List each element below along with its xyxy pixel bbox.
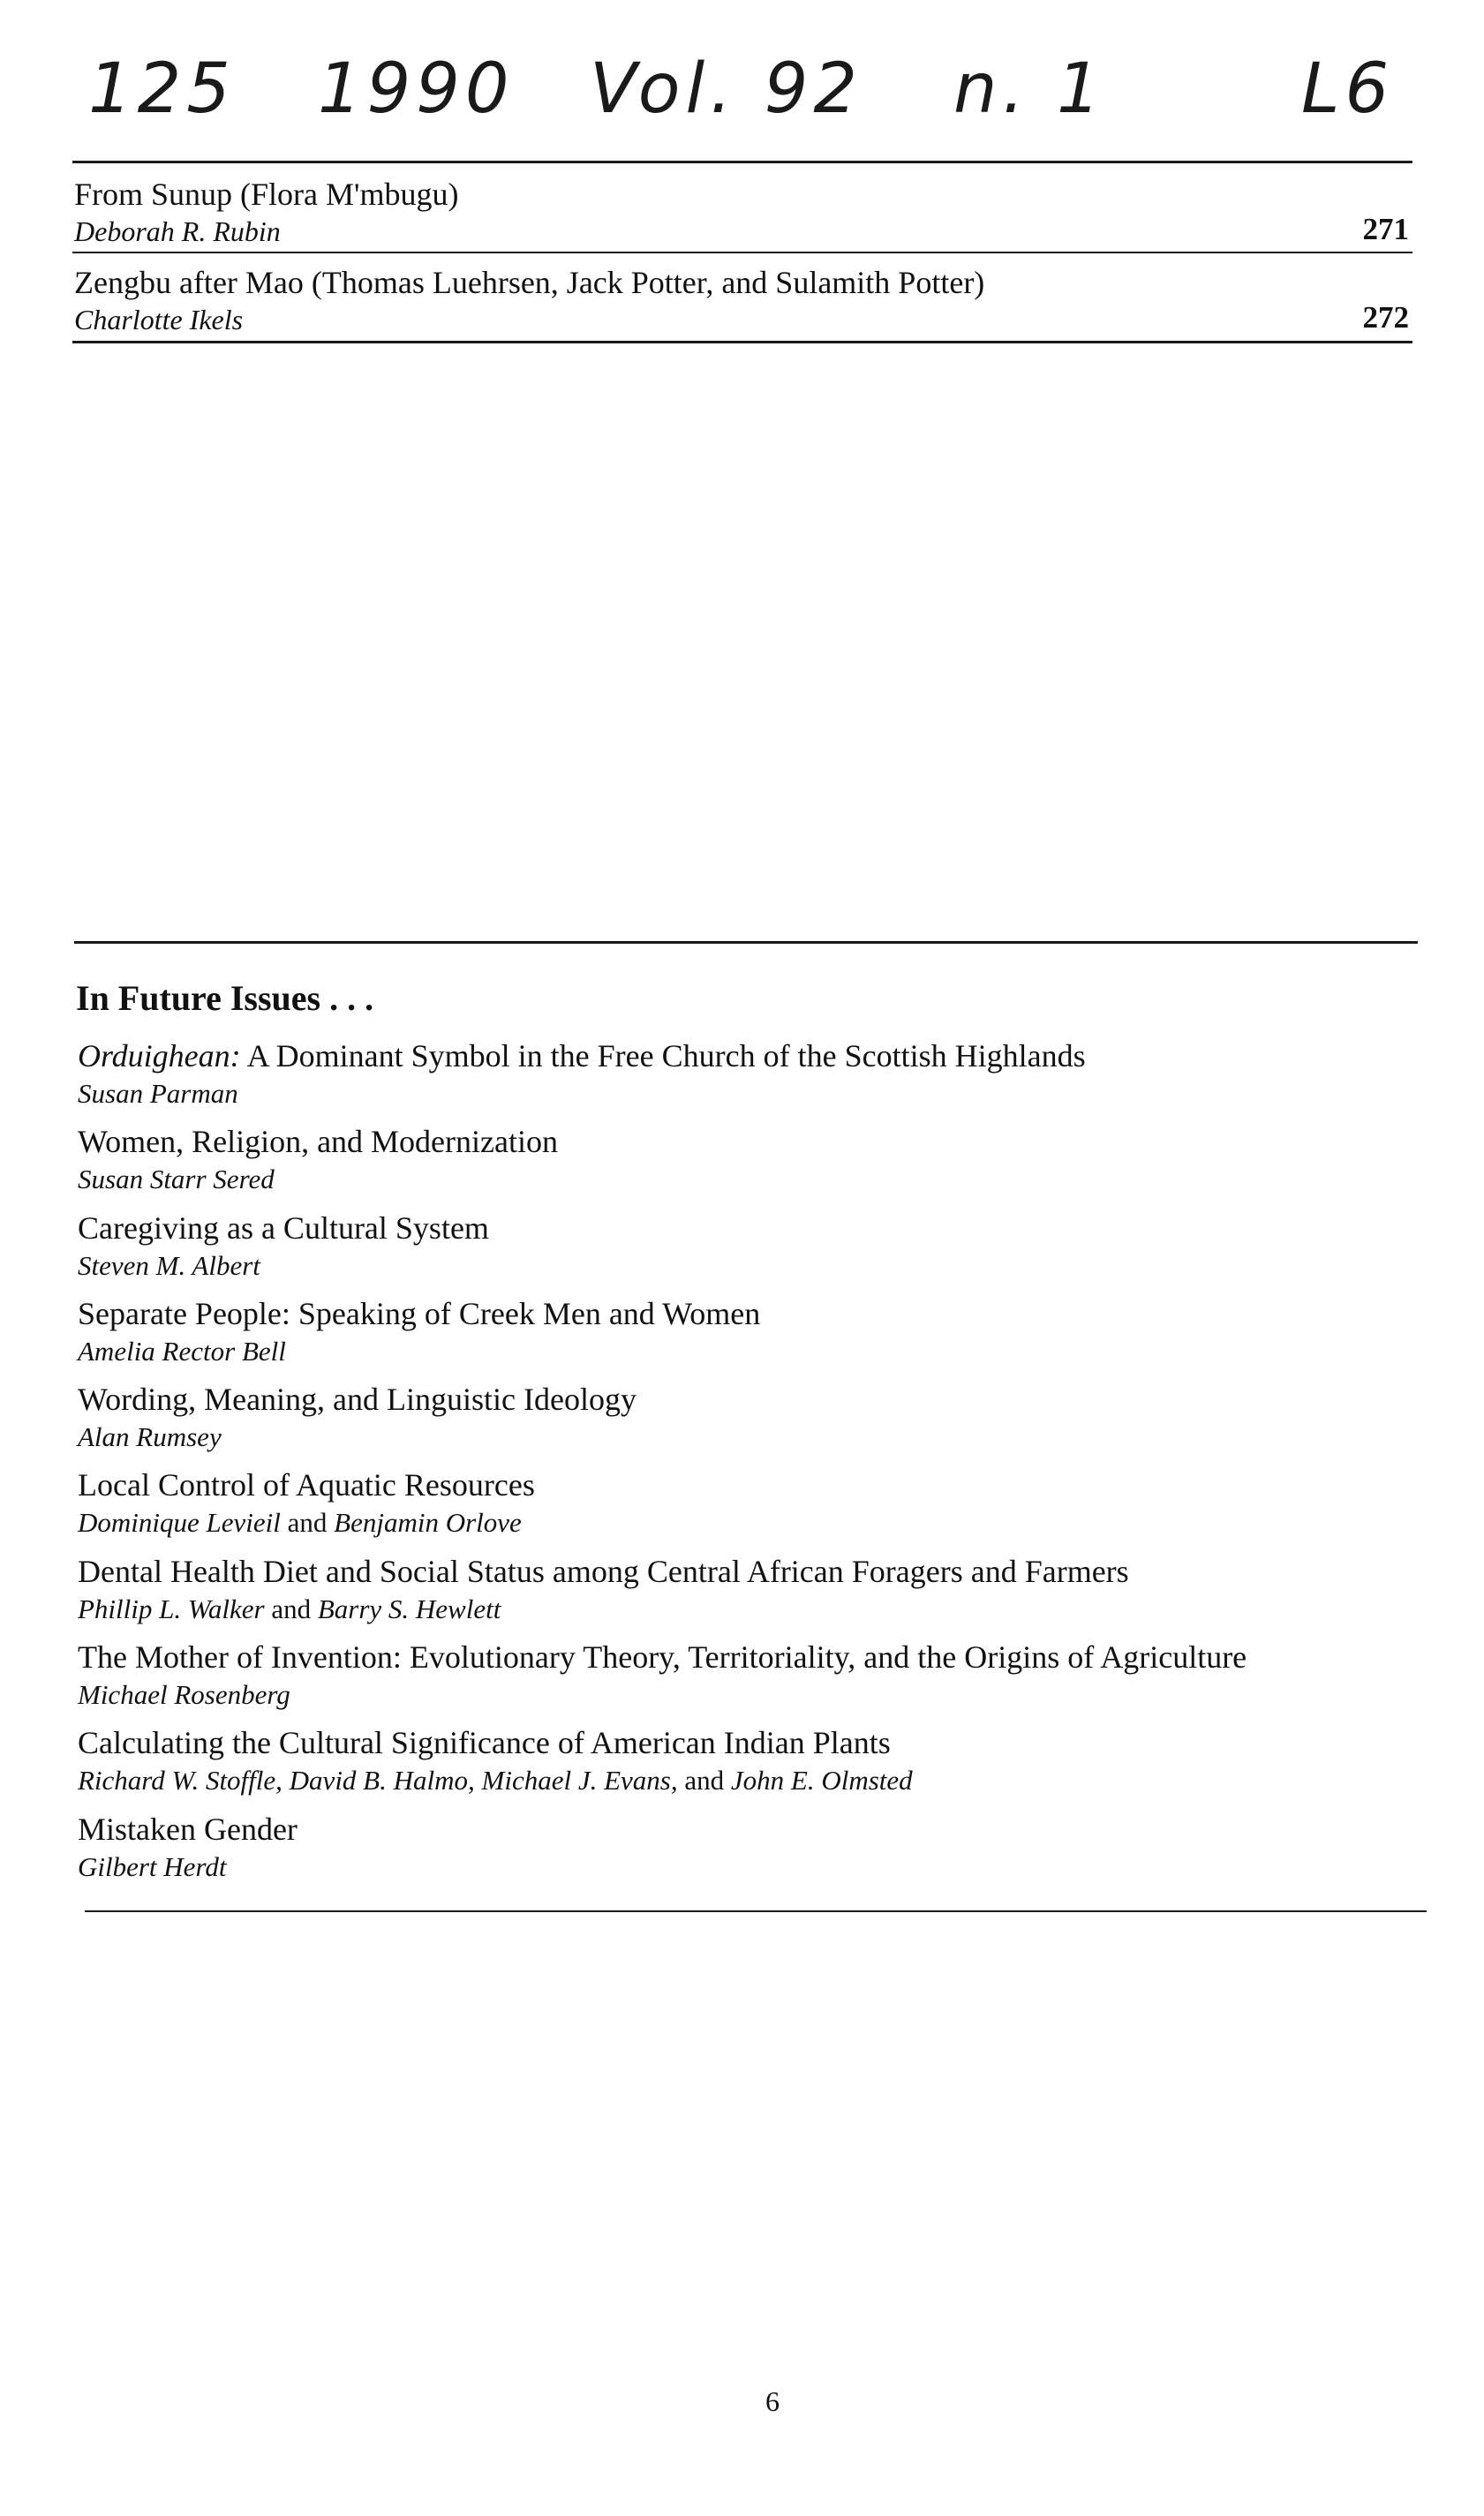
future-issue-title-text: The Mother of Invention: Evolutionary Theory, Territoriality, and the Origins of Agriculture xyxy=(78,1639,1247,1676)
future-issues-top-rule xyxy=(74,941,1418,944)
toc-top-rule xyxy=(72,161,1412,163)
future-issue-authors xyxy=(78,1420,1420,1455)
future-issue-author: John E. Olmsted xyxy=(730,1765,913,1797)
future-issue-author-separator: and xyxy=(264,1593,318,1624)
future-issues-heading: In Future Issues . . . xyxy=(76,978,374,1018)
toc-entry-title: From Sunup (Flora M'mbugu) xyxy=(74,177,459,212)
future-issue-author: Michael J. Evans, xyxy=(481,1765,678,1797)
toc-entry-page: 272 xyxy=(1362,300,1409,335)
future-issue-title xyxy=(78,1036,1420,1076)
future-issue-author: Benjamin Orlove xyxy=(334,1507,522,1539)
future-issue-item xyxy=(78,1293,1420,1379)
future-issue-authors xyxy=(78,1505,1420,1540)
handwritten-issue: n. 1 xyxy=(953,49,1106,129)
future-issue-author-separator xyxy=(282,1765,290,1796)
future-issue-item xyxy=(78,1809,1420,1895)
future-issue-title xyxy=(78,1722,1420,1763)
toc-entry-page: 271 xyxy=(1362,212,1409,246)
future-issue-authors xyxy=(78,1334,1420,1369)
future-issue-title xyxy=(78,1293,1420,1334)
future-issue-title xyxy=(78,1809,1420,1849)
future-issue-title-text: Wording, Meaning, and Linguistic Ideology xyxy=(78,1382,637,1418)
future-issue-author-separator: and xyxy=(677,1765,731,1797)
future-issue-authors xyxy=(78,1849,1420,1885)
future-issue-author: Michael Rosenberg xyxy=(78,1679,290,1711)
toc-entry-title: Zengbu after Mao (Thomas Luehrsen, Jack Potter, and Sulamith Potter) xyxy=(74,265,985,300)
future-issue-item xyxy=(78,1465,1420,1550)
toc-entry-reviewer: Charlotte Ikels xyxy=(74,304,244,335)
future-issue-item xyxy=(78,1551,1420,1637)
future-issue-author: Alan Rumsey xyxy=(78,1421,222,1453)
future-issue-author: Gilbert Herdt xyxy=(78,1850,227,1882)
future-issue-author-separator xyxy=(475,1765,482,1796)
future-issue-author: Steven M. Albert xyxy=(78,1249,260,1281)
future-issue-author: Amelia Rector Bell xyxy=(78,1335,286,1367)
future-issue-authors xyxy=(78,1763,1420,1798)
future-issue-title-text: Caregiving as a Cultural System xyxy=(78,1209,489,1246)
future-issue-authors xyxy=(78,1248,1420,1284)
future-issue-title xyxy=(78,1551,1420,1592)
future-issue-author-separator: and xyxy=(280,1507,335,1539)
future-issue-title-text: Local Control of Aquatic Resources xyxy=(78,1467,535,1503)
future-issues-bottom-rule xyxy=(85,1910,1427,1912)
future-issue-title xyxy=(78,1121,1420,1162)
toc-bottom-rule xyxy=(72,341,1412,343)
future-issue-item xyxy=(78,1637,1420,1722)
future-issue-title xyxy=(78,1637,1420,1677)
toc-entry xyxy=(74,175,1409,249)
future-issue-authors xyxy=(78,1677,1420,1713)
future-issue-item xyxy=(78,1036,1420,1121)
future-issue-item xyxy=(78,1722,1420,1808)
future-issue-title xyxy=(78,1208,1420,1248)
future-issue-author: Phillip L. Walker xyxy=(78,1593,265,1624)
future-issue-authors xyxy=(78,1162,1420,1197)
future-issue-author: Susan Parman xyxy=(78,1078,238,1109)
future-issue-title-text: Women, Religion, and Modernization xyxy=(78,1124,558,1160)
future-issues-list xyxy=(78,1036,1420,1895)
future-issue-title-text: Calculating the Cultural Significance of American Indian Plants xyxy=(78,1725,891,1761)
future-issue-title xyxy=(78,1379,1420,1420)
future-issue-title xyxy=(78,1465,1420,1505)
handwritten-volume: Vol. 92 xyxy=(590,49,863,129)
future-issue-title-text: Mistaken Gender xyxy=(78,1811,298,1847)
handwritten-code: L6 xyxy=(1301,49,1395,129)
future-issue-title-text: A Dominant Symbol in the Free Church of the Scottish Highlands xyxy=(240,1038,1086,1073)
future-issue-author: Barry S. Hewlett xyxy=(317,1593,501,1624)
future-issue-item xyxy=(78,1121,1420,1207)
future-issue-authors xyxy=(78,1076,1420,1111)
future-issue-title-italic: Orduighean: xyxy=(78,1038,241,1073)
future-issue-author: Richard W. Stoffle, xyxy=(78,1765,282,1797)
toc-entry-reviewer: Deborah R. Rubin xyxy=(74,215,281,247)
future-issue-item xyxy=(78,1379,1420,1465)
handwritten-year: 1990 xyxy=(318,49,515,129)
page-number: 6 xyxy=(765,2385,780,2417)
future-issue-title-text: Dental Health Diet and Social Status among Central African Foragers and Farmers xyxy=(78,1553,1129,1589)
future-issue-title-text: Separate People: Speaking of Creek Men and Women xyxy=(78,1295,761,1331)
future-issue-authors xyxy=(78,1592,1420,1627)
toc-entry xyxy=(74,263,1409,337)
future-issue-author: David B. Halmo, xyxy=(289,1765,475,1797)
future-issue-author: Dominique Levieil xyxy=(78,1507,281,1539)
future-issue-item xyxy=(78,1208,1420,1293)
handwritten-call-number: 125 xyxy=(88,49,236,129)
future-issue-author: Susan Starr Sered xyxy=(78,1164,275,1195)
toc-divider-rule xyxy=(72,252,1412,253)
